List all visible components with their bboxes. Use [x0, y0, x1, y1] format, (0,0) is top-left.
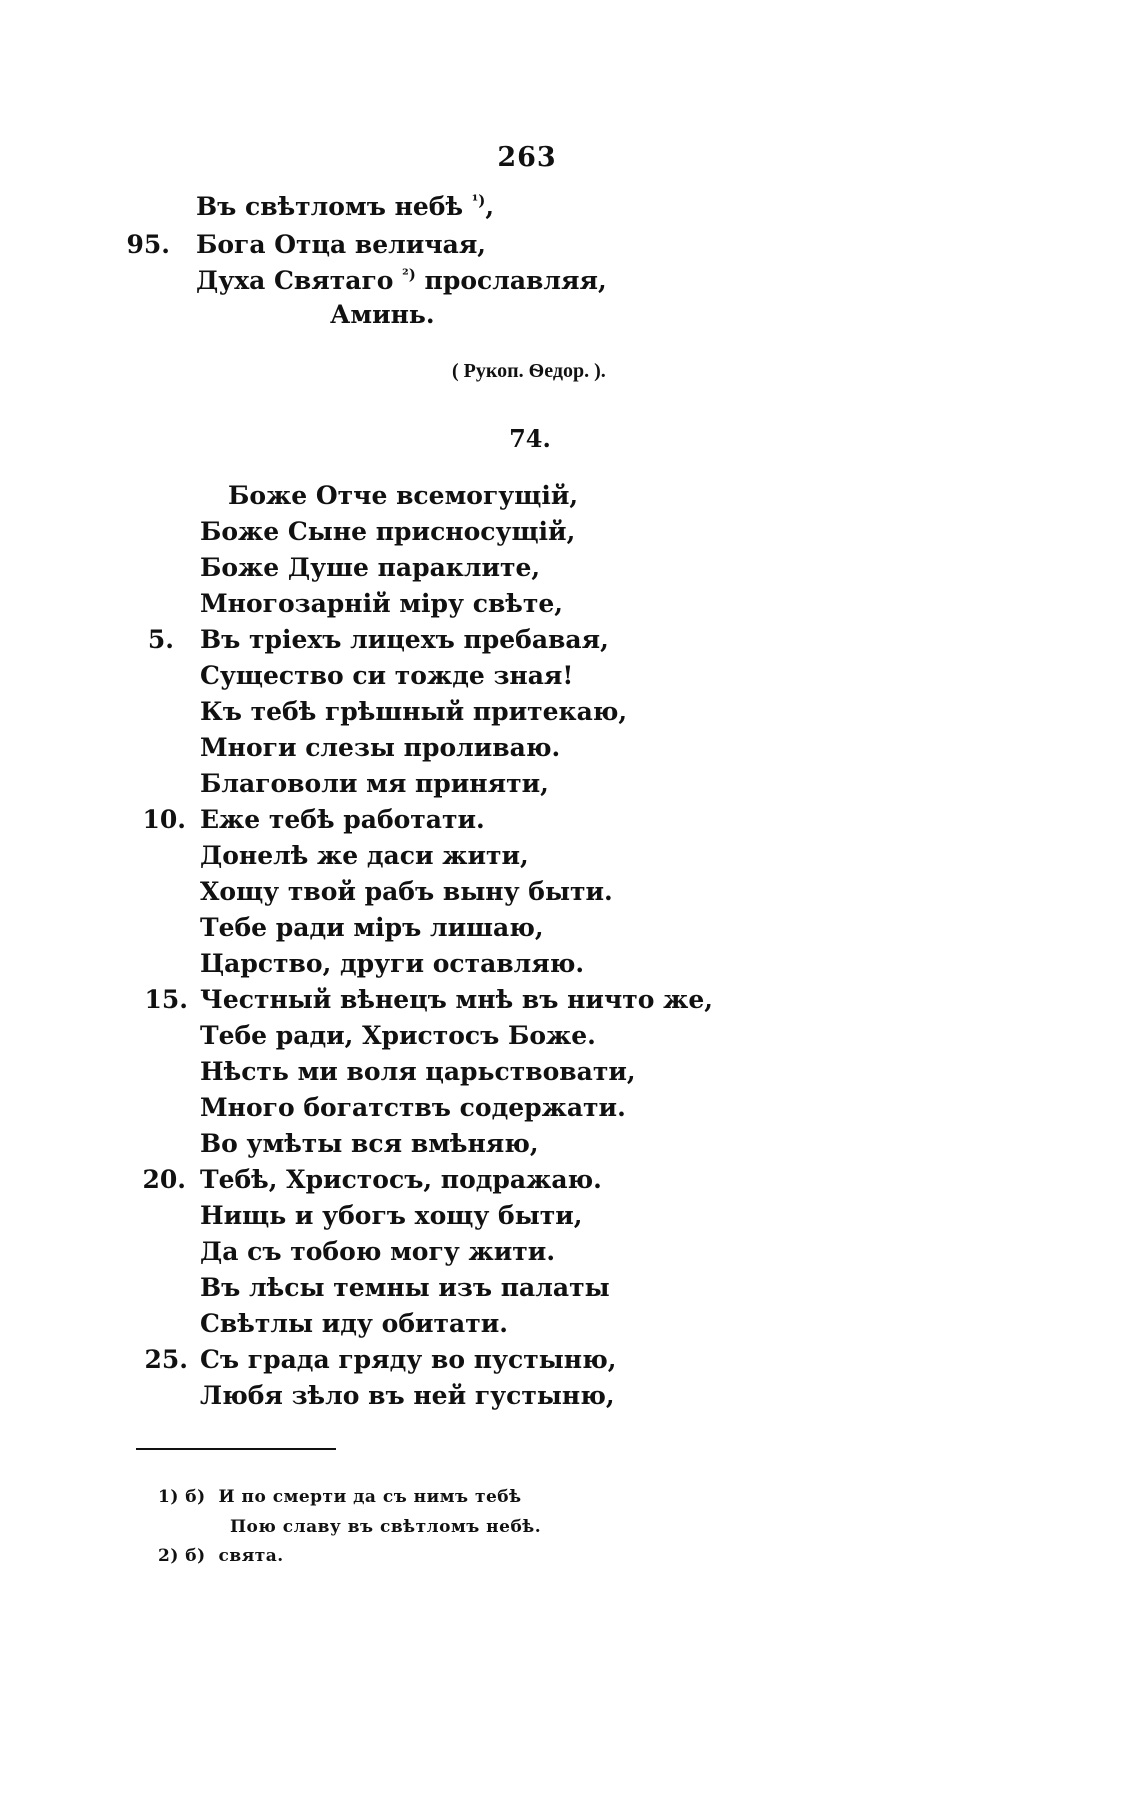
verse-text: Боже Сыне присносущій,: [200, 517, 576, 546]
verse-text: Много богатствъ содержати.: [200, 1093, 626, 1122]
verse-text: Въ тріехъ лицехъ пребавая,: [200, 625, 609, 654]
footnote: [158, 1487, 522, 1507]
verse-text: Аминь.: [330, 300, 435, 329]
footnote-mark: 1) б): [158, 1487, 206, 1507]
verse-text: Да съ тобою могу жити.: [200, 1237, 556, 1266]
line-number: 5.: [147, 625, 174, 654]
footnote: [230, 1517, 541, 1537]
footnote-ref: ¹): [471, 191, 486, 210]
verse-text: Нѣсть ми воля царьствовати,: [200, 1057, 636, 1086]
verse-text: Въ лѣсы темны изъ палаты: [200, 1273, 610, 1302]
verse-text: Съ града гряду во пустыню,: [200, 1345, 617, 1374]
verse-text: Въ свѣтломъ небѣ: [196, 192, 472, 221]
page-number: 263: [497, 142, 557, 173]
verse-text: Благоволи мя приняти,: [200, 769, 549, 798]
line-number: 15.: [144, 985, 188, 1014]
footnote-ref: ²): [402, 265, 416, 284]
verse-text: Боже Душе параклите,: [200, 553, 541, 582]
verse-text: Тебе ради, Христосъ Боже.: [200, 1021, 596, 1050]
verse-text: Существо си тожде зная!: [200, 661, 574, 690]
verse-text: Тебе ради міръ лишаю,: [200, 913, 544, 942]
verse-text: Хощу твой рабъ выну быти.: [200, 877, 613, 906]
verse-tail: ,: [485, 192, 495, 221]
footnote-text: И по смерти да съ нимъ тебѣ: [218, 1487, 522, 1507]
line-number: 20.: [142, 1165, 186, 1194]
verse-text: Боже Отче всемогущій,: [228, 481, 579, 510]
verse-text: Донелѣ же даси жити,: [200, 841, 529, 870]
line-number: 95.: [126, 230, 170, 259]
footnote-divider: [136, 1448, 336, 1450]
verse-text: Еже тебѣ работати.: [200, 805, 485, 834]
source-citation: ( Рукоп. Ѳедор. ).: [452, 360, 606, 382]
verse-text: Бога Отца величая,: [196, 230, 487, 259]
verse-text: Многи слезы проливаю.: [200, 733, 561, 762]
verse-text: Къ тебѣ грѣшный притекаю,: [200, 697, 628, 726]
footnote-text: Пою славу въ свѣтломъ небѣ.: [230, 1517, 542, 1537]
footnote: [158, 1546, 284, 1566]
footnote-mark: 2) б): [158, 1546, 206, 1566]
verse-text: Духа Святаго: [196, 266, 403, 295]
verse-text: Тебѣ, Христосъ, подражаю.: [200, 1165, 602, 1194]
poem-number: 74.: [509, 424, 551, 453]
verse-text: Во умѣты вся вмѣняю,: [200, 1129, 539, 1158]
verse-text: Многозарній міру свѣте,: [200, 589, 563, 618]
line-number: 10.: [142, 805, 186, 834]
verse-tail: прославляя,: [415, 266, 607, 295]
verse-text: Царство, други оставляю.: [200, 949, 585, 978]
verse-text: Свѣтлы иду обитати.: [200, 1309, 508, 1338]
line-number: 25.: [144, 1345, 188, 1374]
footnote-text: свята.: [218, 1546, 284, 1566]
verse-text: Любя зѣло въ ней густыню,: [200, 1381, 615, 1410]
verse-text: Честный вѣнецъ мнѣ въ ничто же,: [200, 985, 713, 1014]
verse-text: Нищь и убогъ хощу быти,: [200, 1201, 583, 1230]
